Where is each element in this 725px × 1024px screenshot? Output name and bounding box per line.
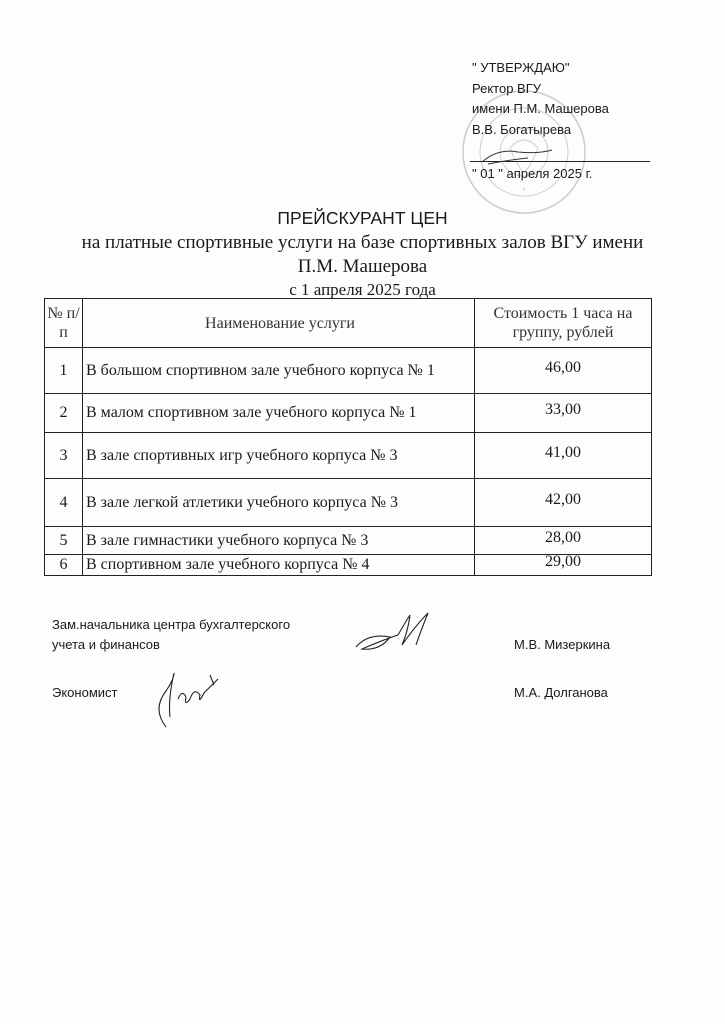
signer-title-line1: Зам.начальника центра бухгалтерского — [52, 617, 291, 632]
header-service-name: Наименование услуги — [83, 299, 475, 348]
row-num: 4 — [45, 479, 83, 527]
header-num: № п/п — [45, 299, 83, 348]
price-value: 33,00 — [545, 401, 581, 418]
row-service-name: В спортивном зале учебного корпуса № 4 — [83, 555, 475, 576]
price-value: 42,00 — [545, 490, 581, 508]
table-row — [45, 527, 652, 555]
approval-date: " 01 " апреля 2025 г. — [472, 166, 593, 181]
row-price — [475, 348, 652, 394]
row-service-name: В зале легкой атлетики учебного корпуса № 3 — [83, 479, 475, 527]
handwritten-signature — [148, 669, 228, 731]
row-num: 6 — [45, 555, 83, 576]
signer-title-line2: учета и финансов — [52, 637, 160, 652]
approval-block — [472, 58, 609, 181]
effective-date: с 1 апреля 2025 года — [289, 280, 436, 299]
row-num: 2 — [45, 394, 83, 433]
row-num: 5 — [45, 527, 83, 555]
table-row — [45, 433, 652, 479]
row-num: 1 — [45, 348, 83, 394]
row-service-name: В зале гимнастики учебного корпуса № 3 — [83, 527, 475, 555]
row-service-name: В зале спортивных игр учебного корпуса № 3 — [83, 433, 475, 479]
signer-name: М.В. Мизеркина — [514, 637, 611, 652]
table-header-row — [45, 299, 652, 348]
document-title-block — [0, 207, 725, 301]
document-title: ПРЕЙСКУРАНТ ЦЕН — [277, 208, 448, 228]
rector-signature — [478, 140, 558, 170]
svg-text:*: * — [522, 186, 526, 196]
signer-title — [52, 615, 290, 655]
price-value: 28,00 — [545, 528, 581, 546]
table-row — [45, 348, 652, 394]
approver-position: Ректор ВГУ — [472, 80, 542, 96]
handwritten-signature — [350, 611, 440, 655]
row-service-name: В большом спортивном зале учебного корпуса № 1 — [83, 348, 475, 394]
row-service-name: В малом спортивном зале учебного корпуса № 1 — [83, 394, 475, 433]
document-subtitle: на платные спортивные услуги на базе спортивных залов ВГУ имени — [81, 232, 644, 253]
row-price — [475, 394, 652, 433]
row-price — [475, 479, 652, 527]
row-price — [475, 527, 652, 555]
signer-title-line1: Экономист — [52, 685, 118, 700]
header-price: Стоимость 1 часа на группу, рублей — [475, 299, 652, 348]
price-value: 46,00 — [545, 358, 581, 376]
approver-institution: имени П.М. Машерова — [472, 101, 609, 116]
row-price — [475, 555, 652, 576]
row-num: 3 — [45, 433, 83, 479]
signer-name: М.А. Долганова — [514, 685, 608, 700]
document-subtitle-line2: П.М. Машерова — [297, 256, 428, 277]
price-value: 41,00 — [545, 443, 581, 461]
price-value: 29,00 — [545, 553, 581, 570]
table-row — [45, 555, 652, 576]
price-table — [44, 298, 652, 576]
row-price — [475, 433, 652, 479]
signer-title — [52, 683, 117, 703]
approval-heading: " УТВЕРЖДАЮ" — [472, 60, 570, 75]
table-row — [45, 479, 652, 527]
table-row — [45, 394, 652, 433]
approver-name: В.В. Богатырева — [472, 121, 572, 137]
